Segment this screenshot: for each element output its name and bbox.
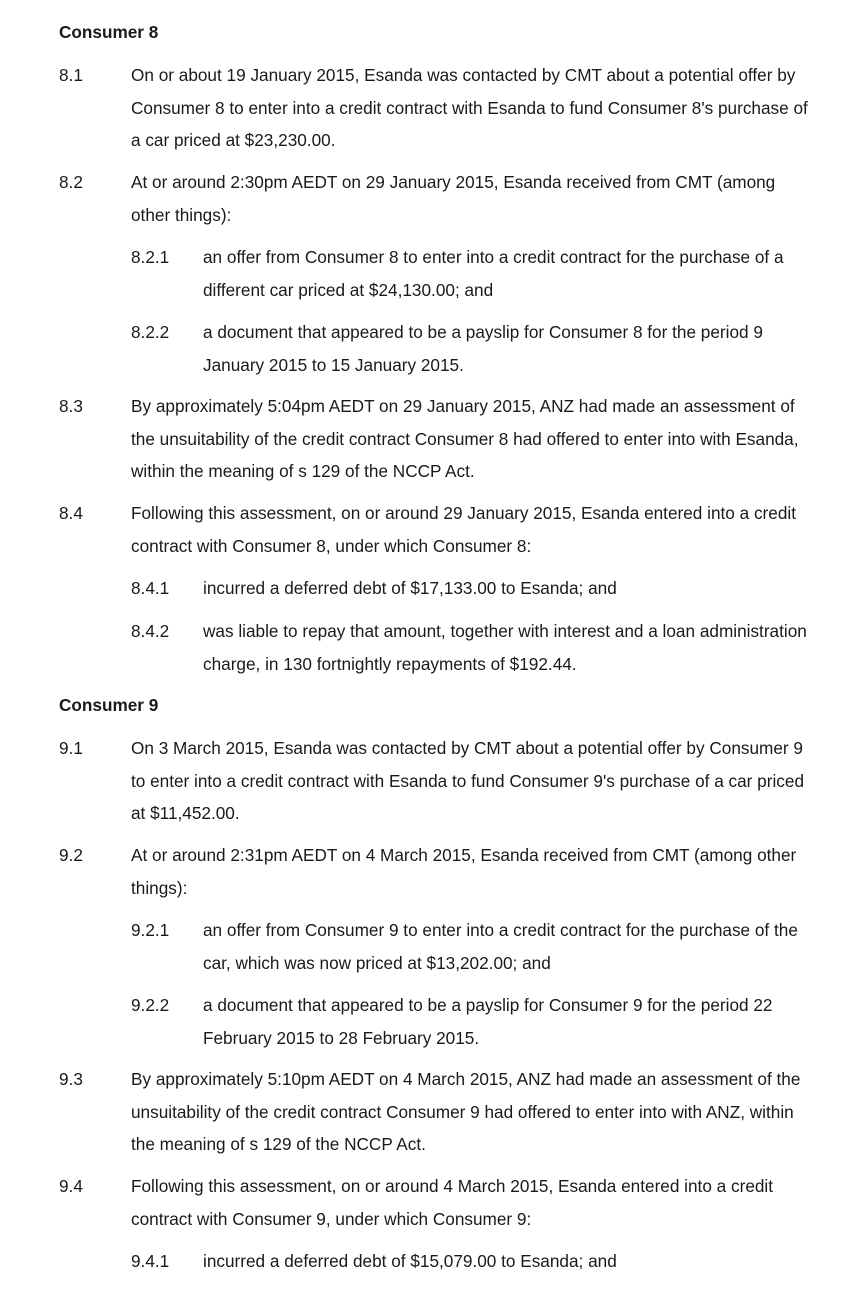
paragraph-text: Following this assessment, on or around 29 January 2015, Esanda entered into a credit contract with Consumer 8, under which Consumer 8:: [131, 503, 796, 556]
paragraph-text: At or around 2:30pm AEDT on 29 January 2015, Esanda received from CMT (among other things):: [131, 172, 776, 225]
paragraph-number: 8.2: [59, 172, 83, 192]
paragraph-number: 9.2.1: [131, 920, 170, 940]
paragraph-number: 8.4.2: [131, 621, 170, 641]
paragraph-number: 8.4: [59, 503, 83, 523]
section-heading-consumer-9: Consumer 9: [59, 695, 159, 715]
section-heading-consumer-8: Consumer 8: [59, 22, 159, 42]
paragraph-text: a document that appeared to be a payslip for Consumer 8 for the period 9 January 2015 to 15 January 2015.: [203, 322, 763, 375]
paragraph-number: 9.2.2: [131, 995, 170, 1015]
paragraph-number: 9.2: [59, 845, 83, 865]
paragraph-text: incurred a deferred debt of $15,079.00 to Esanda; and: [203, 1251, 617, 1271]
paragraph-text: a document that appeared to be a payslip for Consumer 9 for the period 22 February 2015 to 28 February 2015.: [203, 995, 773, 1048]
paragraph-number: 9.3: [59, 1069, 83, 1089]
paragraph-text: On or about 19 January 2015, Esanda was contacted by CMT about a potential offer by Consumer 8 to enter into a credit contract with Esanda to fund Consumer 8's purchase of a car priced at $23,230.00.: [131, 65, 808, 150]
paragraph-text: At or around 2:31pm AEDT on 4 March 2015, Esanda received from CMT (among other things):: [131, 845, 797, 898]
paragraph-number: 8.2.1: [131, 247, 170, 267]
paragraph-number: 8.2.2: [131, 322, 170, 342]
paragraph-text: By approximately 5:04pm AEDT on 29 January 2015, ANZ had made an assessment of the unsuitability of the credit contract Consumer 8 had offered to enter into with Esanda, within the meaning of s 129 of the NCCP Act.: [131, 396, 799, 481]
paragraph-number: 9.4: [59, 1176, 83, 1196]
paragraph-text: incurred a deferred debt of $17,133.00 to Esanda; and: [203, 578, 617, 598]
paragraph-number: 8.3: [59, 396, 83, 416]
paragraph-number: 8.1: [59, 65, 83, 85]
paragraph-number: 9.1: [59, 738, 83, 758]
paragraph-text: On 3 March 2015, Esanda was contacted by CMT about a potential offer by Consumer 9 to enter into a credit contract with Esanda to fund Consumer 9's purchase of a car priced at $11,452.00.: [131, 738, 804, 823]
paragraph-text: By approximately 5:10pm AEDT on 4 March 2015, ANZ had made an assessment of the unsuitability of the credit contract Consumer 9 had offered to enter into with ANZ, within the meaning of s 129 of the NCCP Act.: [131, 1069, 801, 1154]
paragraph-number: 9.4.1: [131, 1251, 170, 1271]
paragraph-text: was liable to repay that amount, together with interest and a loan administration charge, in 130 fortnightly repayments of $192.44.: [203, 621, 807, 674]
paragraph-text: an offer from Consumer 9 to enter into a credit contract for the purchase of the car, which was now priced at $13,202.00; and: [203, 920, 798, 973]
paragraph-number: 8.4.1: [131, 578, 170, 598]
paragraph-text: Following this assessment, on or around 4 March 2015, Esanda entered into a credit contract with Consumer 9, under which Consumer 9:: [131, 1176, 774, 1229]
paragraph-text: an offer from Consumer 8 to enter into a credit contract for the purchase of a different car priced at $24,130.00; and: [203, 247, 784, 300]
